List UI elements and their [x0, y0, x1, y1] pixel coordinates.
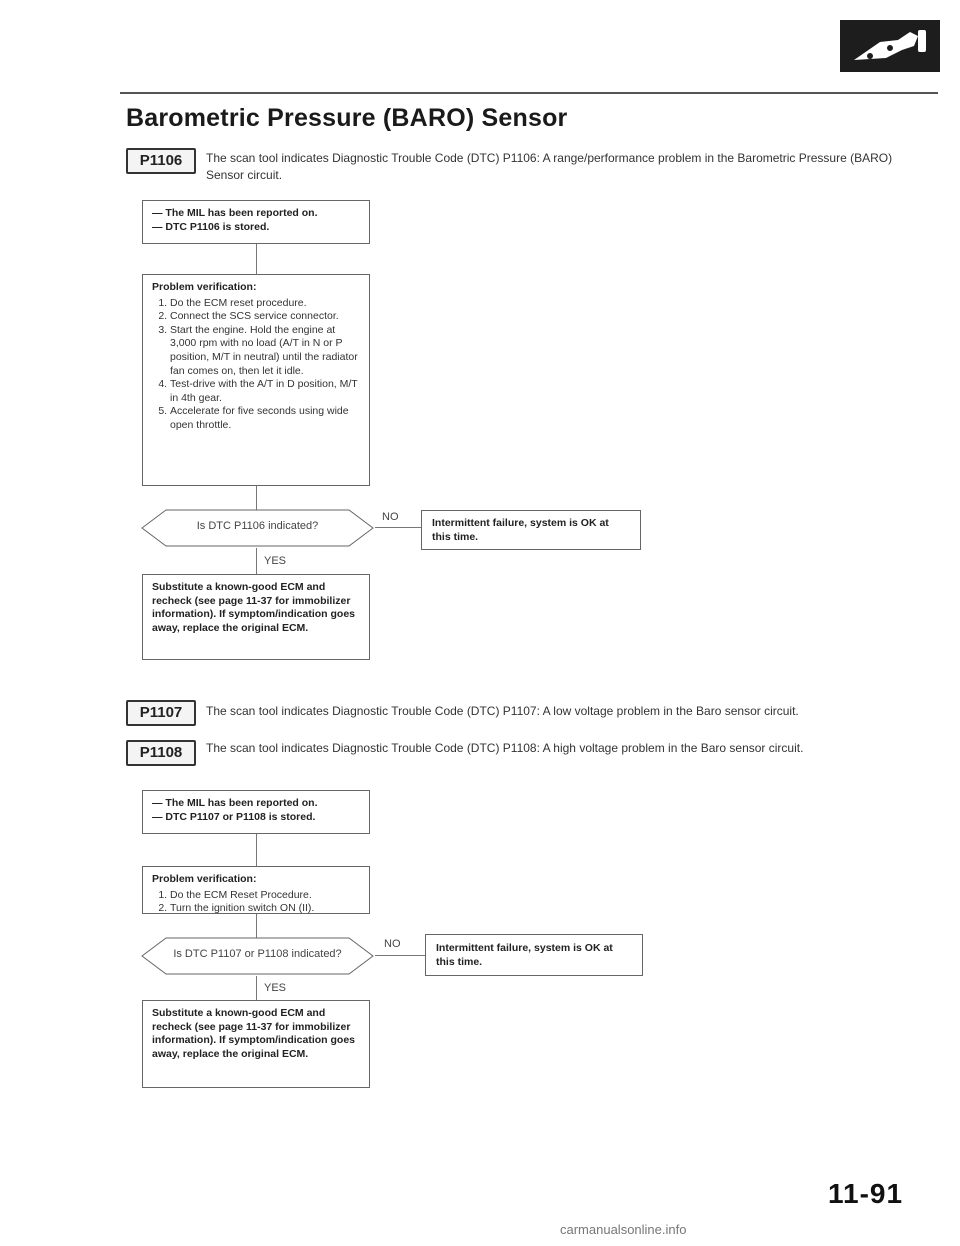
flow-connector — [256, 834, 257, 866]
verification-step: 3. Start the engine. Hold the engine at 3,000 rpm with no load (A/T in N or P position, M/T in neutral) until the radiator fan comes on, then let it idle. — [170, 324, 360, 378]
verification-step: 5. Accelerate for five seconds using wide open throttle. — [170, 405, 360, 432]
dtc-code-badge-p1108: P1108 — [126, 740, 196, 766]
verification-box-p1106 — [142, 274, 370, 486]
dtc-description-p1107: The scan tool indicates Diagnostic Trouble Code (DTC) P1107: A low voltage problem in the Baro sensor circuit. — [206, 704, 799, 718]
verification-steps — [152, 889, 360, 916]
decision-question: Is DTC P1107 or P1108 indicated? — [173, 948, 342, 960]
verification-step: 4. Test-drive with the A/T in D position, M/T in 4th gear. — [170, 378, 360, 405]
page-number: 11-91 — [828, 1178, 904, 1209]
verification-step: 1. Do the ECM Reset Procedure. — [170, 889, 360, 903]
no-label: NO — [384, 938, 401, 950]
page-title: Barometric Pressure (BARO) Sensor — [126, 104, 568, 132]
watermark-text: carmanualsonline.info — [560, 1222, 687, 1237]
start-line: — DTC P1106 is stored. — [152, 220, 270, 233]
flow-connector — [256, 548, 257, 574]
yes-label: YES — [264, 555, 287, 567]
flow-connector — [256, 486, 257, 510]
verification-box-p1108 — [142, 866, 370, 914]
no-branch-line — [375, 955, 425, 956]
yes-label: YES — [264, 982, 287, 994]
no-result-text: Intermittent failure, system is OK at this time. — [432, 517, 609, 543]
yes-result-box-p1108 — [142, 1000, 370, 1088]
yes-result-text: Substitute a known-good ECM and recheck (see page 11-37 for immobilizer information). If symptom/indication goes away, replace the original ECM. — [152, 581, 356, 634]
dtc-code-badge-p1107: P1107 — [126, 700, 196, 726]
decision-question: Is DTC P1106 indicated? — [196, 520, 319, 532]
no-result-text: Intermittent failure, system is OK at this time. — [436, 942, 613, 968]
verification-step: 1. Do the ECM reset procedure. — [170, 297, 360, 311]
verification-title: Problem verification: — [152, 281, 257, 293]
start-line: — The MIL has been reported on. — [152, 797, 318, 809]
flow-start-box-p1108 — [142, 790, 370, 834]
flow-connector — [256, 976, 257, 1000]
verification-title: Problem verification: — [152, 873, 257, 885]
start-line: — The MIL has been reported on. — [152, 207, 318, 219]
flow-connector — [256, 914, 257, 938]
engine-manifold-icon — [840, 20, 940, 72]
yes-result-box-p1106 — [142, 574, 370, 660]
no-result-box-p1108 — [425, 934, 643, 976]
flow-connector — [256, 244, 257, 274]
no-branch-line — [375, 527, 421, 528]
no-result-box-p1106 — [421, 510, 641, 550]
verification-step: 2. Turn the ignition switch ON (II). — [170, 902, 360, 916]
no-label: NO — [382, 511, 399, 523]
start-line: — DTC P1107 or P1108 is stored. — [152, 810, 316, 823]
flow-start-box-p1106 — [142, 200, 370, 244]
dtc-description-p1106: The scan tool indicates Diagnostic Trouble Code (DTC) P1106: A range/performance problem in the Barometric Pressure (BARO) Sensor circuit. — [206, 151, 893, 182]
dtc-description-p1108: The scan tool indicates Diagnostic Trouble Code (DTC) P1108: A high voltage problem in the Baro sensor circuit. — [206, 741, 804, 755]
verification-steps — [152, 297, 360, 433]
dtc-code-badge-p1106: P1106 — [126, 148, 196, 174]
header-rule — [120, 92, 938, 94]
yes-result-text: Substitute a known-good ECM and recheck (see page 11-37 for immobilizer information). If symptom/indication goes away, replace the original ECM. — [152, 1007, 356, 1060]
verification-step: 2. Connect the SCS service connector. — [170, 310, 360, 324]
